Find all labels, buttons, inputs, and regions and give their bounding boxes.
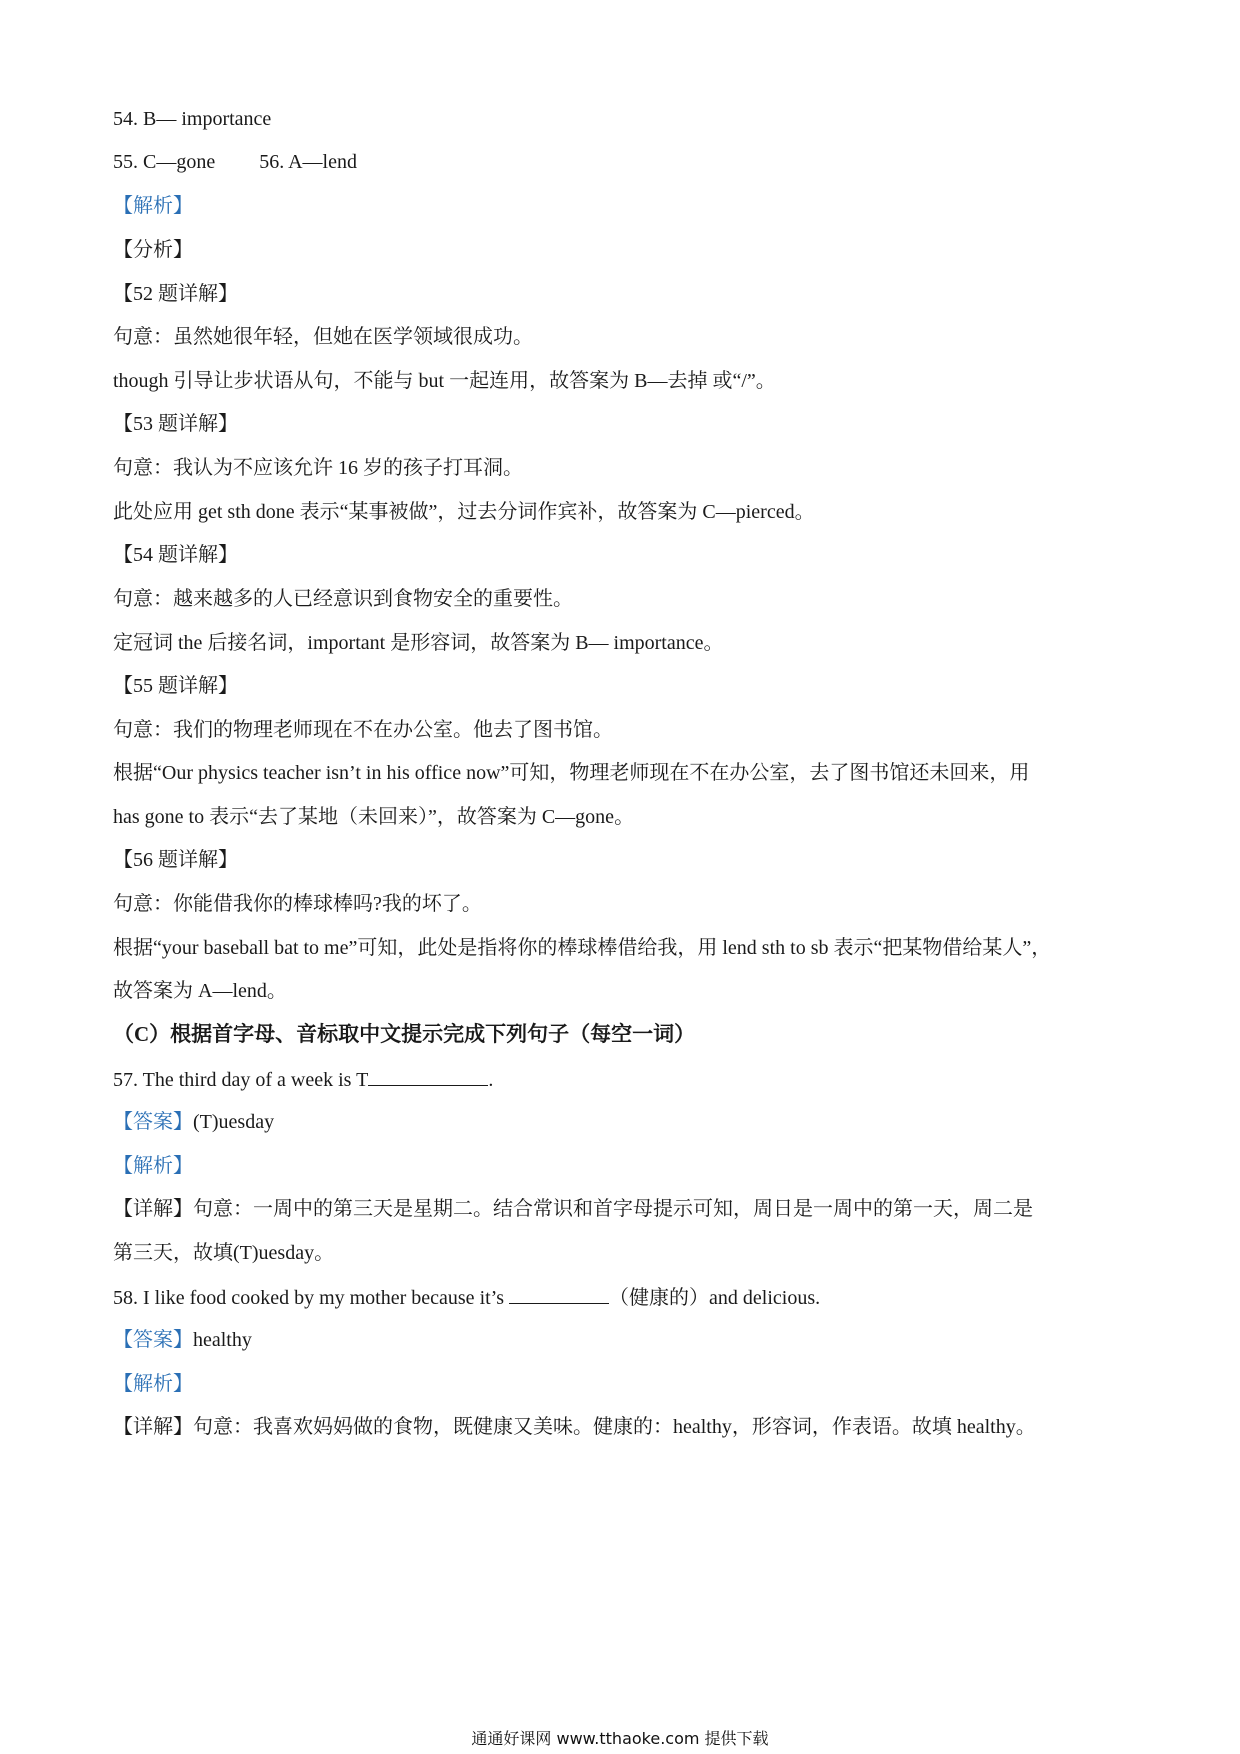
q57-answer-text: (T)uesday — [193, 1111, 275, 1133]
answer-tag: 【答案】 — [113, 1111, 193, 1133]
answer-55: 55. C—gone — [113, 151, 216, 173]
answer-55-56 — [113, 150, 357, 174]
q57-detail-1 — [113, 1197, 1033, 1221]
q54-heading: 【54 题详解】 — [113, 544, 238, 566]
q54-explanation: 定冠词 the 后接名词，important 是形容词，故答案为 B— importance。 — [113, 632, 724, 654]
detail-tag: 【详解】 — [113, 1416, 193, 1438]
q57-suffix: . — [488, 1069, 494, 1091]
q56-meaning: 句意：你能借我你的棒球棒吗?我的坏了。 — [113, 893, 482, 915]
q57-question — [113, 1067, 493, 1092]
section-c-heading: （C）根据首字母、音标取中文提示完成下列句子（每空一词） — [113, 1022, 696, 1046]
q56-heading: 【56 题详解】 — [113, 849, 238, 871]
q57-blank — [368, 1067, 488, 1086]
q57-prefix: 57. The third day of a week is T — [113, 1069, 369, 1091]
q58-question — [113, 1285, 820, 1310]
answer-56: 56. A—lend — [259, 151, 357, 173]
q55-heading: 【55 题详解】 — [113, 675, 238, 697]
q58-prefix: 58. I like food cooked by my mother because it’s — [113, 1287, 510, 1309]
q52-heading: 【52 题详解】 — [113, 283, 238, 305]
q53-heading: 【53 题详解】 — [113, 413, 238, 435]
page-footer: 通通好课网 www.tthaoke.com 提供下载 — [471, 1729, 769, 1748]
answer-54: 54. B— importance — [113, 108, 272, 130]
q57-answer — [113, 1110, 274, 1134]
q52-meaning: 句意：虽然她很年轻，但她在医学领域很成功。 — [113, 326, 533, 348]
fenxi-tag: 【分析】 — [113, 239, 193, 261]
q56-explanation-2: 故答案为 A—lend。 — [113, 980, 287, 1002]
q58-suffix: （健康的）and delicious. — [609, 1287, 821, 1309]
analysis-tag: 【解析】 — [113, 1155, 193, 1177]
q58-detail-text: 句意：我喜欢妈妈做的食物，既健康又美味。健康的：healthy，形容词，作表语。故填 healthy。 — [193, 1416, 1036, 1438]
q58-detail — [113, 1415, 1036, 1439]
analysis-tag: 【解析】 — [113, 195, 193, 217]
q57-detail-2: 第三天，故填(T)uesday。 — [113, 1242, 335, 1264]
q55-explanation-2: has gone to 表示“去了某地（未回来）”，故答案为 C—gone。 — [113, 806, 635, 828]
q53-explanation: 此处应用 get sth done 表示“某事被做”，过去分词作宾补，故答案为 C—pierced。 — [113, 501, 815, 523]
q56-explanation-1: 根据“your baseball bat to me”可知，此处是指将你的棒球棒借给我，用 lend sth to sb 表示“把某物借给某人”， — [113, 937, 1052, 959]
q54-meaning: 句意：越来越多的人已经意识到食物安全的重要性。 — [113, 588, 573, 610]
detail-tag: 【详解】 — [113, 1198, 193, 1220]
q58-answer — [113, 1328, 252, 1352]
q55-explanation-1: 根据“Our physics teacher isn’t in his office now”可知，物理老师现在不在办公室，去了图书馆还未回来，用 — [113, 762, 1030, 784]
answer-tag: 【答案】 — [113, 1329, 193, 1351]
q52-explanation: though 引导让步状语从句，不能与 but 一起连用，故答案为 B—去掉 或“/”。 — [113, 370, 776, 392]
analysis-tag: 【解析】 — [113, 1373, 193, 1395]
q58-blank — [509, 1285, 609, 1304]
q57-detail-text: 句意：一周中的第三天是星期二。结合常识和首字母提示可知，周日是一周中的第一天，周二是 — [193, 1198, 1033, 1220]
q58-answer-text: healthy — [193, 1329, 252, 1351]
q53-meaning: 句意：我认为不应该允许 16 岁的孩子打耳洞。 — [113, 457, 523, 479]
q55-meaning: 句意：我们的物理老师现在不在办公室。他去了图书馆。 — [113, 719, 613, 741]
